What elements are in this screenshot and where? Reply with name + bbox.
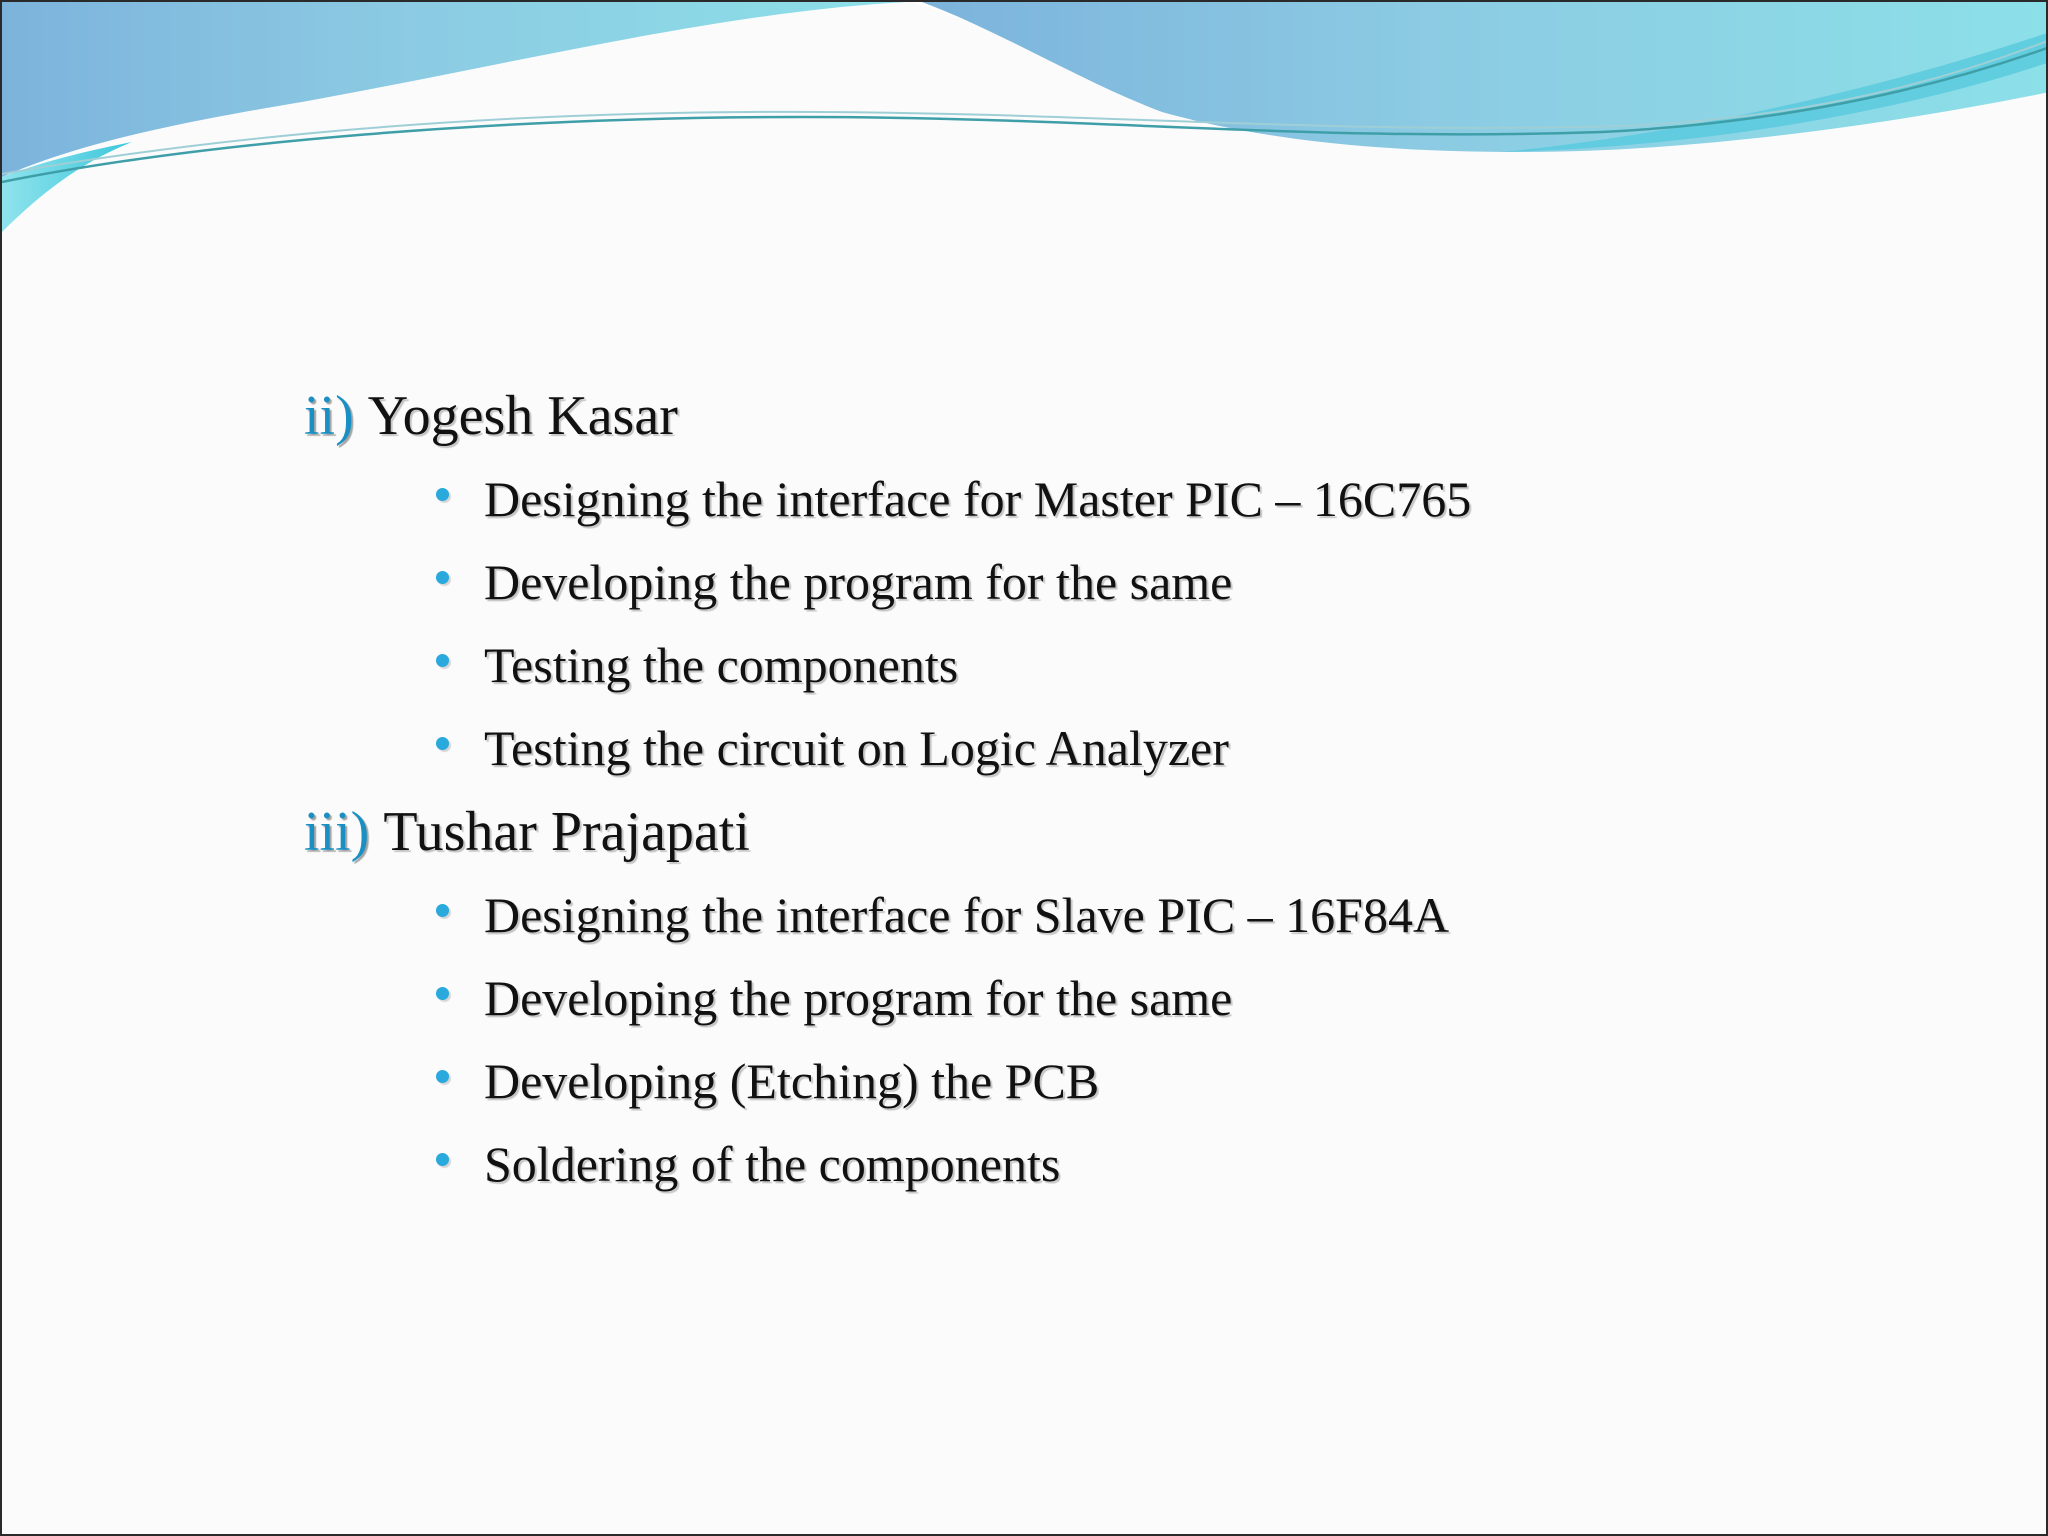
bullet-item [304,957,1904,1040]
bullet-dot-icon [436,488,449,501]
bullet-text: Developing the program for the same [484,970,1233,1026]
bullet-text: Developing (Etching) the PCB [484,1053,1100,1109]
bullet-dot-icon [436,654,449,667]
bullet-text: Developing the program for the same [484,554,1233,610]
bullet-text: Testing the components [484,637,959,693]
bullet-text: Soldering of the components [484,1136,1061,1192]
bullet-dot-icon [436,987,449,1000]
section-heading-tushar [304,790,1904,874]
bullet-item [304,1123,1904,1206]
section-number: ii) [304,385,354,447]
bullet-item [304,874,1904,957]
bullet-dot-icon [436,1153,449,1166]
section-heading-yogesh [304,374,1904,458]
bullet-list-tushar [304,874,1904,1206]
bullet-dot-icon [436,1070,449,1083]
bullet-item [304,624,1904,707]
bullet-dot-icon [436,737,449,750]
bullet-dot-icon [436,571,449,584]
slide-body [304,374,1904,1206]
bullet-item [304,458,1904,541]
bullet-text: Designing the interface for Slave PIC – 16F84A [484,887,1450,943]
bullet-item [304,1040,1904,1123]
bullet-text: Designing the interface for Master PIC – 16C765 [484,471,1472,527]
bullet-text: Testing the circuit on Logic Analyzer [484,720,1229,776]
bullet-item [304,541,1904,624]
bullet-dot-icon [436,904,449,917]
bullet-list-yogesh [304,458,1904,790]
bullet-item [304,707,1904,790]
header-wave-decoration [2,2,2048,242]
section-number: iii) [304,801,370,863]
section-name: Tushar Prajapati [383,801,750,863]
section-name: Yogesh Kasar [367,385,678,447]
